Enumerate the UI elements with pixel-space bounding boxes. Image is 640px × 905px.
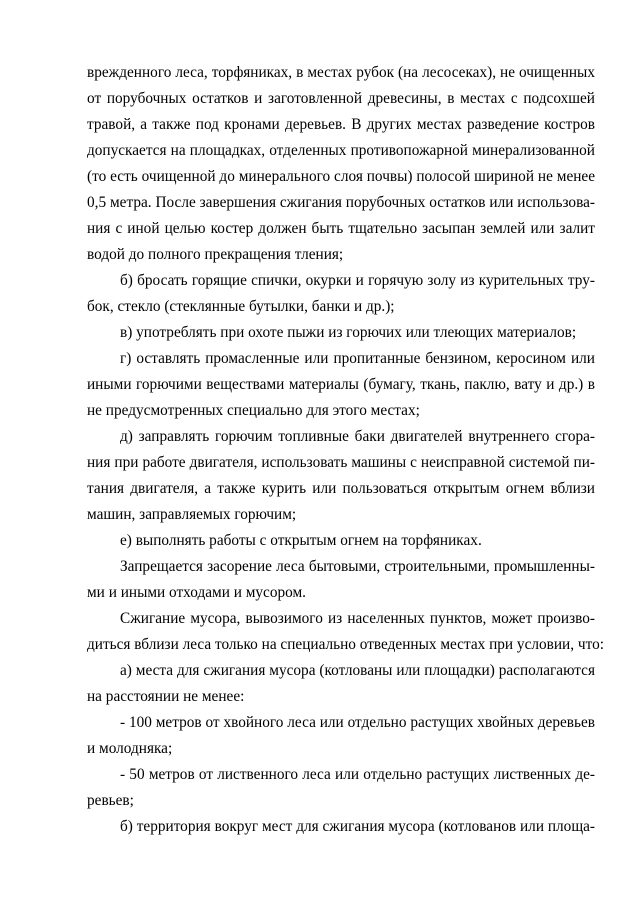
text-line: водой до полного прекращения тления; [87,246,344,263]
text-line: ми и иными отходами и мусором. [87,584,306,601]
text-line: г) оставлять промасленные или пропитанные бензином, керосином или [120,350,595,367]
text-line: 0,5 метра. После завершения сжигания порубочных остатков или использова- [87,194,595,211]
text-line: Сжигание мусора, вывозимого из населенных пунктов, может произво- [120,610,595,627]
text-line: б) территория вокруг мест для сжигания мусора (котлованов или площа- [120,818,595,835]
text-line: на расстоянии не менее: [87,688,245,705]
text-line: не предусмотренных специально для этого местах; [87,402,420,419]
text-line: машин, заправляемых горючим; [87,506,297,523]
text-line: (то есть очищенной до минерального слоя почвы) полосой шириной не менее [87,168,595,185]
text-line: б) бросать горящие спички, окурки и горячую золу из курительных тру- [120,272,595,289]
text-line: тания двигателя, а также курить или пользоваться открытым огнем вблизи [87,480,595,497]
text-line: ния с иной целью костер должен быть тщательно засыпан землей или залит [87,220,595,237]
text-line: травой, а также под кронами деревьев. В других местах разведение костров [87,116,595,133]
text-line: е) выполнять работы с открытым огнем на торфяниках. [120,532,482,549]
text-line: от порубочных остатков и заготовленной древесины, в местах с подсохшей [87,90,595,107]
text-line: - 50 метров от лиственного леса или отдельно растущих лиственных де- [120,766,595,783]
text-line: Запрещается засорение леса бытовыми, строительными, промышленны- [120,558,595,575]
text-line: ревьев; [87,792,134,809]
text-line: д) заправлять горючим топливные баки двигателей внутреннего сгора- [120,428,595,445]
text-line: и молодняка; [87,740,173,757]
text-line: бок, стекло (стеклянные бутылки, банки и др.); [87,298,395,315]
text-line: ния при работе двигателя, использовать машины с неисправной системой пи- [87,454,595,471]
text-line: врежденного леса, торфяниках, в местах рубок (на лесосеках), не очищенных [87,64,595,81]
text-line: иными горючими веществами материалы (бумагу, ткань, паклю, вату и др.) в [87,376,595,393]
text-line: в) употреблять при охоте пыжи из горючих или тлеющих материалов; [120,324,577,341]
text-line: а) места для сжигания мусора (котлованы или площадки) располагаются [120,662,595,679]
text-line: диться вблизи леса только на специально отведенных местах при условии, что: [87,636,604,653]
text-line: допускается на площадках, отделенных противопожарной минерализованной [87,142,595,159]
text-line: - 100 метров от хвойного леса или отдельно растущих хвойных деревьев [120,714,595,731]
